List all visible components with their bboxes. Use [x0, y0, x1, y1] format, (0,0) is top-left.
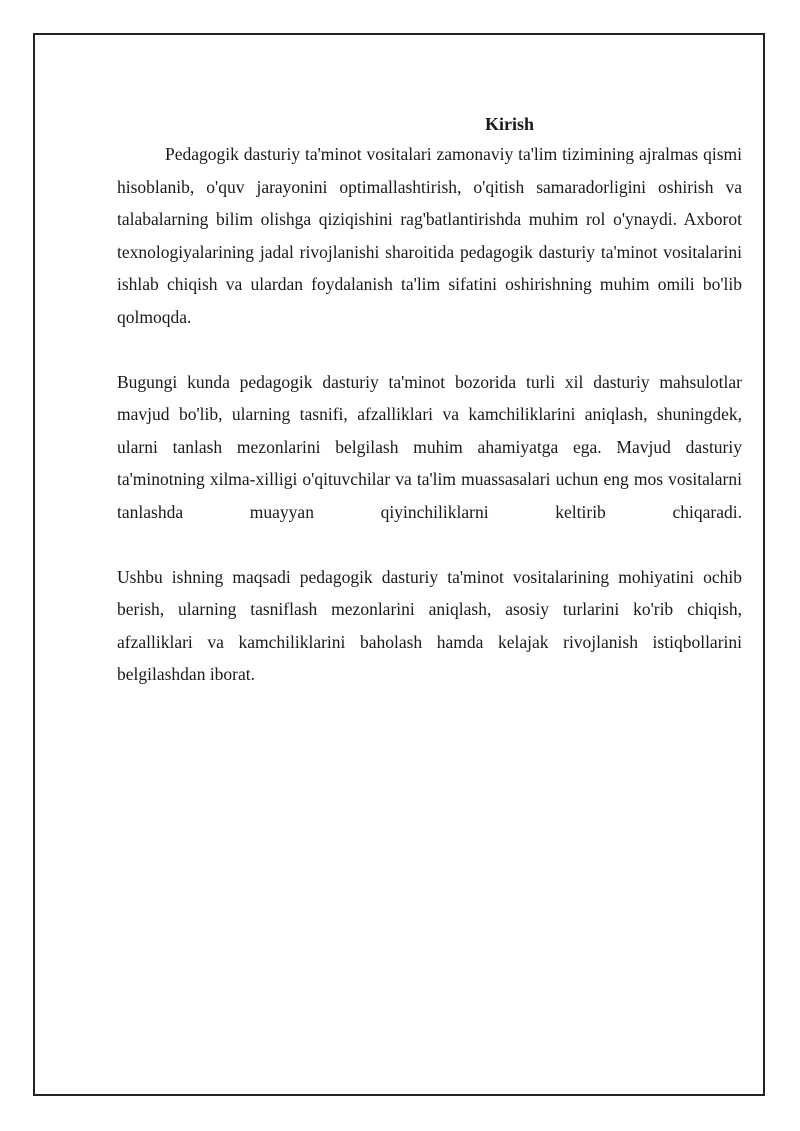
- document-page: [33, 33, 765, 1096]
- paragraph-market: Bugungi kunda pedagogik dasturiy ta'minot bozorida turli xil dasturiy mahsulotlar mavjud bo'lib, ularning tasnifi, afzalliklari va kamchiliklarini aniqlash, shuningdek, ularni tanlash mezonlarini belgilash muhim ahamiyatga ega. Mavjud dasturiy ta'minotning xilma-xilligi o'qituvchilar va ta'lim muassasalari uchun eng mos vositalarni tanlashda muayyan qiyinchiliklarni keltirib chiqaradi.: [117, 371, 742, 522]
- document-body: [117, 110, 742, 691]
- paragraph-goal: Ushbu ishning maqsadi pedagogik dasturiy ta'minot vositalarining mohiyatini ochib berish, ularning tasniflash mezonlarini aniqlash, asosiy turlarini ko'rib chiqish, afzalliklari va kamchiliklarini baholash hamda kelajak rivojlanish istiqbollarini belgilashdan iborat.: [117, 566, 742, 684]
- paragraph-gap: [117, 333, 742, 366]
- document-title: Kirish: [484, 114, 534, 134]
- paragraph-intro: Pedagogik dasturiy ta'minot vositalari zamonaviy ta'lim tizimining ajralmas qismi hisoblanib, o'quv jarayonini optimallashtirish, o'qitish samaradorligini oshirish va talabalarning bilim olishga qiziqishini rag'batlantirishda muhim rol o'ynaydi. Axborot texnologiyalarining jadal rivojlanishi sharoitida pedagogik dasturiy ta'minot vositalarini ishlab chiqish va ulardan foydalanish ta'lim sifatini oshirishning muhim omili bo'lib qolmoqda.: [117, 144, 742, 327]
- paragraph-gap: [117, 528, 742, 561]
